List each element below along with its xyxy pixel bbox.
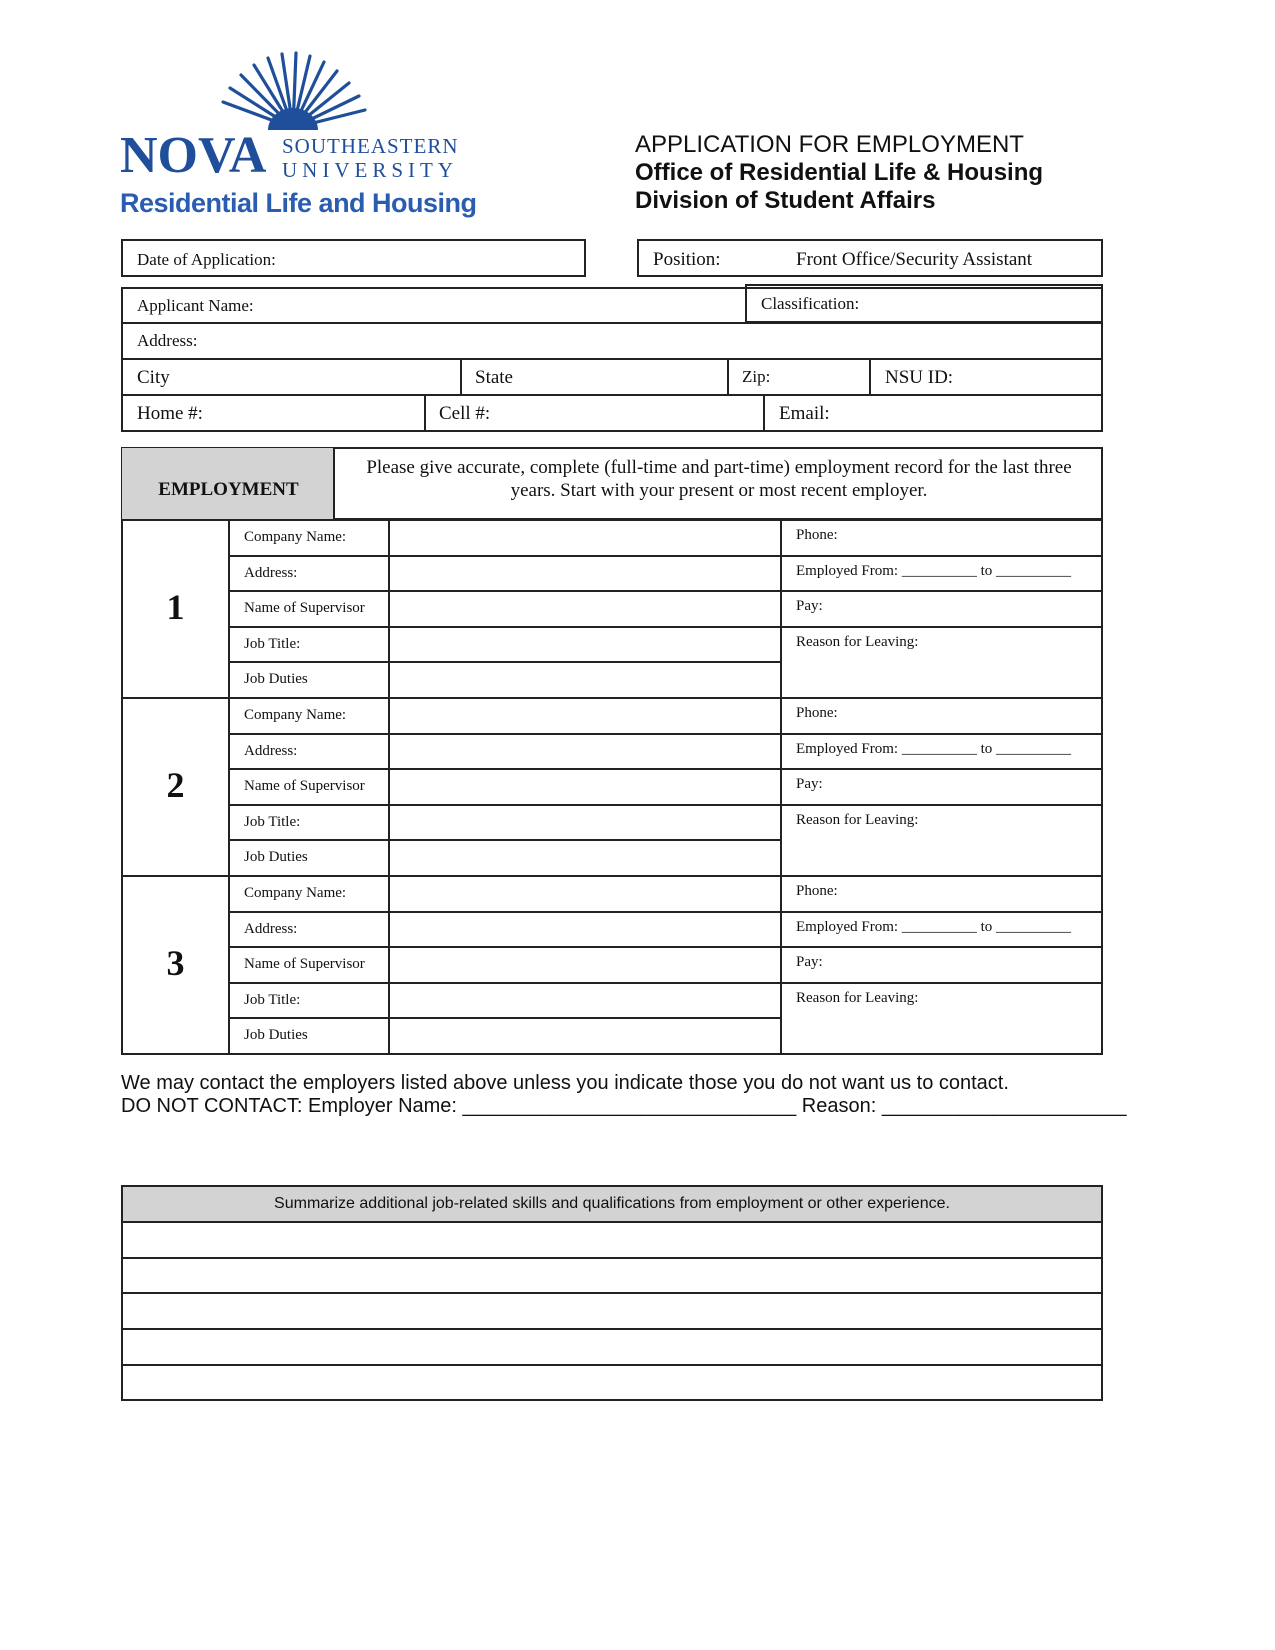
cell-phone-label: Cell #: — [439, 403, 491, 424]
logo-line1: SOUTHEASTERN — [282, 134, 459, 158]
row-label-cell — [228, 946, 390, 984]
right-field-label: Phone: — [796, 527, 838, 543]
divider — [460, 358, 462, 395]
reason-for-leaving-label: Reason for Leaving: — [796, 811, 919, 828]
right-field-label: Pay: — [796, 776, 823, 793]
row-label: Job Title: — [244, 991, 301, 1008]
reason-for-leaving-label: Reason for Leaving: — [796, 989, 919, 1006]
do-not-contact-line[interactable]: DO NOT CONTACT: Employer Name: ______________________________ Reason: ______________________ — [121, 1095, 1127, 1117]
reason-for-leaving-cell[interactable] — [780, 626, 1103, 699]
right-field-cell[interactable] — [780, 768, 1103, 806]
row-label: Job Title: — [244, 635, 301, 652]
row-label: Company Name: — [244, 707, 347, 723]
employer-number-cell — [121, 519, 230, 699]
date-of-application-label: Date of Application: — [137, 250, 276, 269]
reason-for-leaving-cell[interactable] — [780, 804, 1103, 877]
employment-instructions: Please give accurate, complete (full-time and part-time) employment record for the last three years. Start with your present or most recent employer. — [366, 457, 1072, 501]
reason-for-leaving-cell[interactable] — [780, 982, 1103, 1055]
row-input-cell[interactable] — [388, 768, 782, 806]
row-input-cell[interactable] — [388, 946, 782, 984]
row-label-cell — [228, 661, 390, 699]
right-field-cell[interactable] — [780, 875, 1103, 913]
skills-header — [123, 1187, 1101, 1221]
row-input-cell[interactable] — [388, 1017, 782, 1055]
zip-label: Zip: — [742, 367, 771, 386]
row-input-cell[interactable] — [388, 590, 782, 628]
row-input-cell[interactable] — [388, 697, 782, 735]
row-label: Job Title: — [244, 813, 301, 830]
divider — [121, 394, 1103, 396]
right-field-label: Pay: — [796, 598, 823, 615]
classification-field[interactable] — [745, 284, 1103, 323]
employer-number-cell — [121, 697, 230, 877]
row-label: Name of Supervisor — [244, 956, 365, 973]
row-input-cell[interactable] — [388, 661, 782, 699]
row-label: Job Duties — [244, 671, 308, 688]
office-title: Office of Residential Life & Housing — [635, 159, 1044, 186]
right-field-cell[interactable] — [780, 733, 1103, 771]
classification-label: Classification: — [761, 294, 860, 313]
employment-header-label: EMPLOYMENT — [158, 479, 299, 500]
logo-brand: NOVA — [120, 127, 267, 184]
right-field-cell[interactable] — [780, 946, 1103, 984]
divider — [763, 394, 765, 431]
logo — [120, 50, 480, 230]
right-field-cell[interactable] — [780, 697, 1103, 735]
row-input-cell[interactable] — [388, 519, 782, 557]
address-label: Address: — [137, 331, 198, 350]
home-phone-label: Home #: — [137, 403, 203, 424]
skills-line-1[interactable] — [123, 1223, 1101, 1257]
right-field-cell[interactable] — [780, 911, 1103, 949]
divider — [869, 358, 871, 395]
employment-header-cell — [122, 448, 335, 519]
divider — [424, 394, 426, 431]
row-label-cell — [228, 555, 390, 593]
state-label: State — [475, 367, 513, 388]
employer-number: 2 — [166, 765, 185, 805]
page-title: APPLICATION FOR EMPLOYMENT — [635, 131, 1024, 158]
skills-line-2[interactable] — [123, 1259, 1101, 1292]
row-label-cell — [228, 519, 390, 557]
row-label-cell — [228, 768, 390, 806]
row-input-cell[interactable] — [388, 911, 782, 949]
employer-number: 3 — [166, 943, 185, 983]
row-label: Company Name: — [244, 529, 347, 545]
row-input-cell[interactable] — [388, 555, 782, 593]
nsu-id-label: NSU ID: — [885, 367, 954, 388]
right-field-label: Employed From: __________ to __________ — [796, 918, 1071, 935]
row-label: Address: — [244, 564, 298, 581]
skills-header-label: Summarize additional job-related skills and qualifications from employment or other experience. — [274, 1195, 950, 1212]
row-label: Address: — [244, 920, 298, 937]
right-field-cell[interactable] — [780, 555, 1103, 593]
divider — [121, 358, 1103, 360]
row-label-cell — [228, 911, 390, 949]
right-field-label: Phone: — [796, 883, 838, 899]
row-label-cell — [228, 982, 390, 1020]
position-field[interactable] — [637, 239, 1103, 277]
date-of-application-field[interactable] — [121, 239, 586, 277]
skills-line-3[interactable] — [123, 1294, 1101, 1328]
row-label: Name of Supervisor — [244, 778, 365, 795]
row-label-cell — [228, 875, 390, 913]
row-input-cell[interactable] — [388, 875, 782, 913]
position-label: Position: — [653, 249, 721, 270]
right-field-label: Phone: — [796, 705, 838, 721]
reason-for-leaving-label: Reason for Leaving: — [796, 633, 919, 650]
right-field-cell[interactable] — [780, 590, 1103, 628]
right-field-cell[interactable] — [780, 519, 1103, 557]
row-input-cell[interactable] — [388, 733, 782, 771]
contact-notice: We may contact the employers listed above unless you indicate those you do not want us to contact. — [121, 1072, 1009, 1094]
row-input-cell[interactable] — [388, 804, 782, 842]
row-label: Company Name: — [244, 885, 347, 901]
row-label: Job Duties — [244, 849, 308, 866]
row-input-cell[interactable] — [388, 626, 782, 664]
row-label-cell — [228, 804, 390, 842]
employer-number-cell — [121, 875, 230, 1055]
right-field-label: Pay: — [796, 954, 823, 971]
applicant-name-label: Applicant Name: — [137, 296, 254, 315]
row-label-cell — [228, 733, 390, 771]
skills-line-4[interactable] — [123, 1330, 1101, 1364]
logo-subtitle: Residential Life and Housing — [120, 188, 477, 218]
row-label-cell — [228, 697, 390, 735]
logo-line2: UNIVERSITY — [282, 158, 458, 182]
row-label-cell — [228, 626, 390, 664]
city-label: City — [137, 367, 170, 388]
division-title: Division of Student Affairs — [635, 187, 936, 214]
position-value: Front Office/Security Assistant — [796, 249, 1033, 270]
row-label: Name of Supervisor — [244, 600, 365, 617]
divider — [121, 322, 1103, 324]
right-field-label: Employed From: __________ to __________ — [796, 740, 1071, 757]
row-input-cell[interactable] — [388, 839, 782, 877]
employer-number: 1 — [166, 587, 185, 627]
row-label-cell — [228, 839, 390, 877]
divider — [727, 358, 729, 395]
row-label-cell — [228, 1017, 390, 1055]
row-label-cell — [228, 590, 390, 628]
row-label: Job Duties — [244, 1027, 308, 1044]
right-field-label: Employed From: __________ to __________ — [796, 562, 1071, 579]
row-label: Address: — [244, 742, 298, 759]
skills-line-5[interactable] — [123, 1366, 1101, 1399]
row-input-cell[interactable] — [388, 982, 782, 1020]
email-label: Email: — [779, 403, 830, 424]
